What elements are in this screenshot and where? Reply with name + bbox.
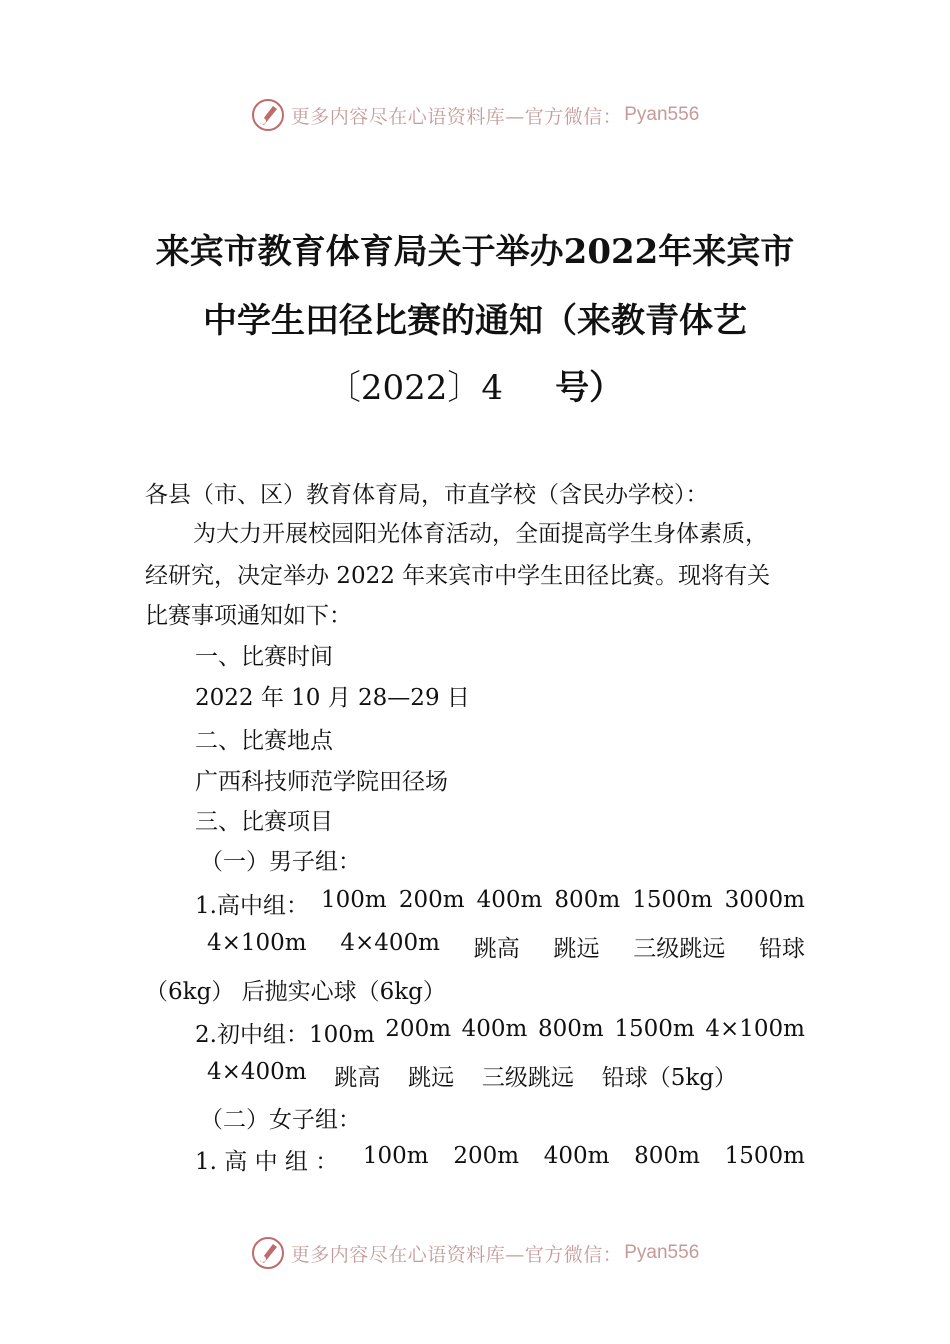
list-item: 200m bbox=[398, 887, 465, 913]
list-item: 1. 高 中 组 ： bbox=[195, 1149, 339, 1175]
watermark-text: 更多内容尽在心语资料库—官方微信： bbox=[290, 1243, 623, 1266]
list-item: 4×400m bbox=[340, 930, 440, 956]
boys-middleschool-events-line-2 bbox=[207, 1059, 737, 1092]
boys-highschool-events-line-2 bbox=[207, 930, 805, 963]
boys-group-heading: （一）男子组： bbox=[200, 849, 361, 875]
list-item: 800m bbox=[538, 1016, 604, 1042]
doc-title-line-1: 来宾市教育体育局关于举办2022年来宾市 bbox=[155, 232, 795, 272]
list-item: 800m bbox=[634, 1143, 700, 1169]
pen-nib-icon bbox=[251, 1236, 285, 1270]
girls-group-heading: （二）女子组： bbox=[200, 1107, 361, 1133]
list-item: 跳高 bbox=[473, 936, 520, 962]
list-item: 4×100m bbox=[705, 1016, 805, 1042]
list-item: 1500m bbox=[632, 887, 713, 913]
paragraph-1-line-2: 经研究，决定举办 2022 年来宾市中学生田径比赛。现将有关 bbox=[145, 563, 771, 589]
boys-highschool-events-line-1 bbox=[195, 887, 805, 920]
girls-highschool-events-line-1 bbox=[195, 1143, 805, 1176]
list-item: 200m bbox=[385, 1016, 452, 1042]
list-item: 1.高中组： bbox=[195, 893, 309, 919]
list-item: 400m bbox=[476, 887, 543, 913]
list-item: 三级跳远 bbox=[481, 1065, 574, 1091]
list-item: 200m bbox=[453, 1143, 520, 1169]
pen-nib-icon bbox=[251, 98, 285, 132]
list-item: 800m bbox=[554, 887, 621, 913]
paragraph-1-line-1: 为大力开展校园阳光体育活动，全面提高学生身体素质， bbox=[193, 521, 768, 547]
list-item: 跳远 bbox=[408, 1065, 455, 1091]
boys-highschool-events-line-3: （6kg） 后抛实心球（6kg） bbox=[145, 979, 446, 1005]
list-item: 3000m bbox=[724, 887, 805, 913]
list-item: 1500m bbox=[724, 1143, 805, 1169]
header-watermark bbox=[0, 95, 950, 135]
doc-number: 〔2022〕4 bbox=[326, 368, 504, 408]
section-2-heading: 二、比赛地点 bbox=[195, 728, 333, 754]
section-2-value: 广西科技师范学院田径场 bbox=[195, 769, 448, 795]
section-3-heading: 三、比赛项目 bbox=[195, 809, 333, 835]
list-item: 2.初中组：100m bbox=[195, 1022, 375, 1048]
watermark-text: 更多内容尽在心语资料库—官方微信： bbox=[290, 105, 623, 128]
list-item: 铅球 bbox=[759, 936, 805, 962]
list-item: 跳高 bbox=[334, 1065, 381, 1091]
list-item: 跳远 bbox=[553, 936, 600, 962]
section-1-heading: 一、比赛时间 bbox=[195, 644, 333, 670]
watermark-id: Pyan556 bbox=[624, 1242, 700, 1263]
list-item: 400m bbox=[461, 1016, 528, 1042]
doc-title-line-3 bbox=[140, 360, 810, 409]
list-item: 4×100m bbox=[207, 930, 307, 956]
doc-title-line-2: 中学生田径比赛的通知（来教青体艺 bbox=[203, 301, 747, 341]
greeting: 各县（市、区）教育体育局，市直学校（含民办学校）： bbox=[145, 482, 709, 508]
list-item: 铅球（5kg） bbox=[601, 1065, 737, 1091]
footer-watermark bbox=[0, 1233, 950, 1273]
list-item: 三级跳远 bbox=[633, 936, 726, 962]
list-item: 400m bbox=[543, 1143, 610, 1169]
list-item: 100m bbox=[321, 887, 387, 913]
doc-number-suffix: 号） bbox=[555, 368, 624, 408]
boys-middleschool-events-line-1 bbox=[195, 1016, 805, 1049]
watermark-id: Pyan556 bbox=[624, 104, 700, 125]
list-item: 1500m bbox=[614, 1016, 695, 1042]
paragraph-1-line-3: 比赛事项通知如下： bbox=[145, 603, 352, 629]
list-item: 4×400m bbox=[207, 1059, 307, 1085]
section-1-value: 2022 年 10 月 28—29 日 bbox=[195, 685, 470, 711]
list-item: 100m bbox=[362, 1143, 429, 1169]
